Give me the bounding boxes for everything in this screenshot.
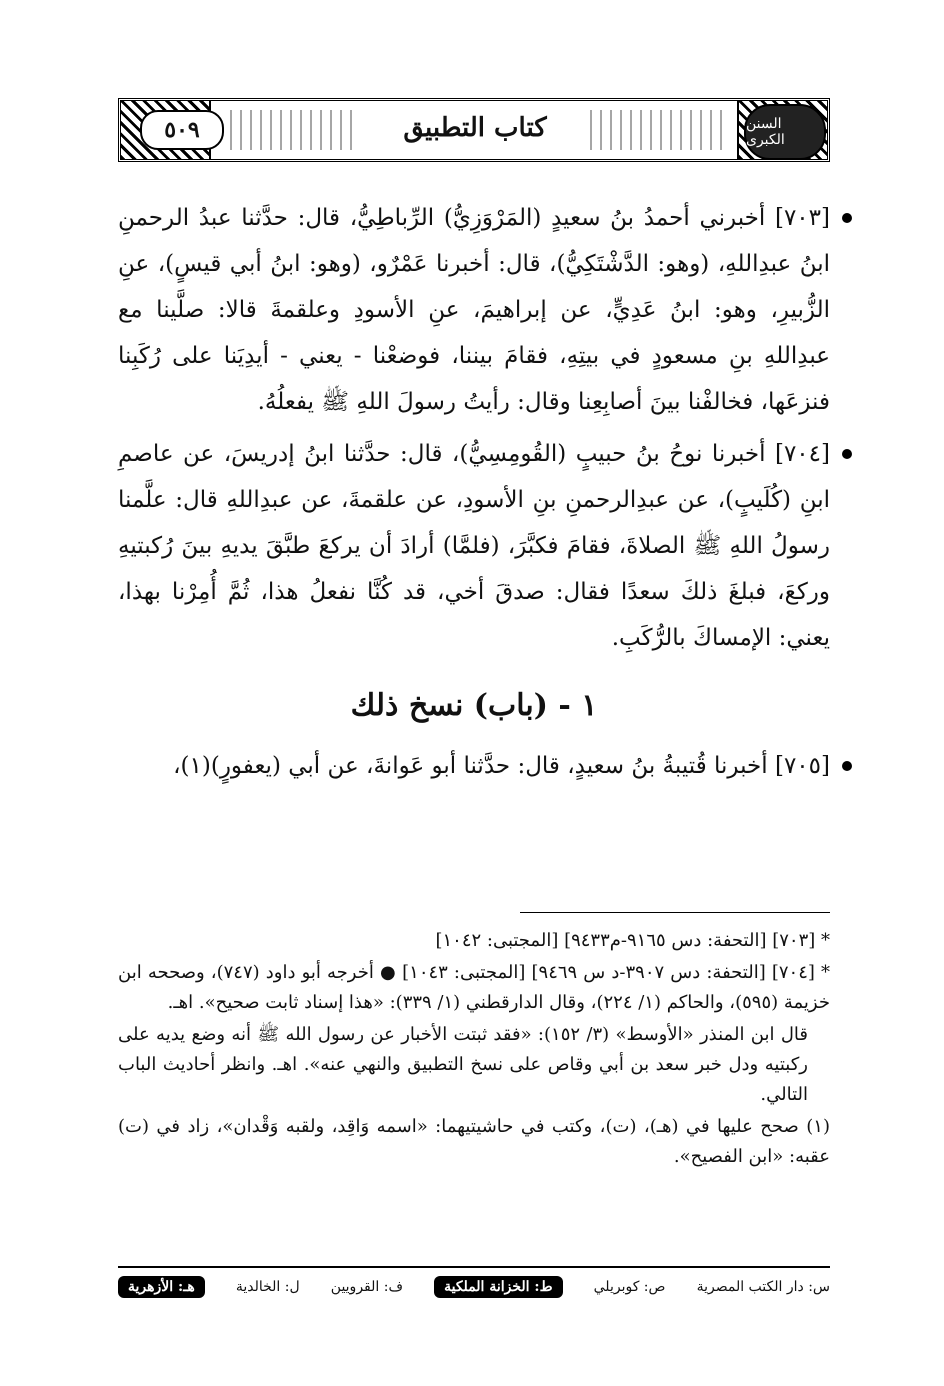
main-text <box>118 195 830 795</box>
hadith-text: [٧٠٣] أخبرني أحمدُ بنُ سعيدٍ (المَرْوَزِيُّ) الرِّباطِيُّ، قال: حدَّثنا عبدُ الرحمنِ ابنُ عبدِاللهِ، (وهو: الدَّشْتَكِيُّ)، قال: أخبرنا عَمْرٌو، (وهو: ابنُ أبي قيسٍ)، عنِ الزُّبيرِ، وهو: ابنُ عَدِيٍّ، عن إبراهيمَ، عنِ الأسودِ وعلقمةَ قالا: صلَّينا مع عبدِاللهِ بنِ مسعودٍ في بيتِهِ، فقامَ بيننا، فوضعْنا - يعني - أيدِيَنا على رُكَبِنا فنزعَها، فخالفْنا بينَ أصابِعِنا وقال: رأيتُ رسولَ اللهِ ﷺ يفعلُهُ. <box>118 205 830 415</box>
hadith-text: [٧٠٤] أخبرنا نوحُ بنُ حبيبٍ (القُومِسِيُّ)، قال: حدَّثنا ابنُ إدريسَ، عن عاصمِ ابنِ (كُلَيبٍ)، عن عبدِالرحمنِ بنِ الأسودِ، عن علقمةَ، عن عبدِاللهِ قال: علَّمنا رسولُ اللهِ ﷺ الصلاةَ، فقامَ فكبَّرَ، (فلمَّا) أرادَ أن يركعَ طبَّقَ يديهِ بينَ رُكبتيهِ وركعَ، فبلغَ ذلكَ سعدًا فقال: صدقَ أخي، قد كُنَّا نفعلُ هذا، ثُمَّ أُمِرْنا بهذا، يعني: الإمساكَ بالرُّكَبِ. <box>118 441 830 651</box>
hadith-705 <box>118 743 830 789</box>
hadith-text: [٧٠٥] أخبرنا قُتيبةُ بنُ سعيدٍ، قال: حدَّثنا أبو عَوانةَ، عن أبي (يعفورٍ)(١)، <box>173 753 830 779</box>
footnote-ibn-mundhir: قال ابن المنذر «الأوسط» (٣/ ١٥٢): «فقد ثبتت الأخبار عن رسول الله ﷺ أنه وضع يديه على ركبتيه ودل خبر سعد بن أبي وقاص على نسخ التطبيق والنهي عنه». اهـ. وانظر أحاديث الباب التالي. <box>118 1024 809 1105</box>
publisher-logo: السنن الكبرى <box>744 104 826 160</box>
footnote-704: * [٧٠٤] [التحفة: دس ٣٩٠٧-د س ٩٤٦٩] [المجتبى: ١٠٤٣] ● أخرجه أبو داود (٧٤٧)، وصححه ابن خزيمة (٥٩٥)، والحاكم (١/ ٢٢٤)، وقال الدارقطني (١/ ٣٣٩): «هذا إسناد ثابت صحيح». اهـ. <box>118 962 830 1013</box>
bullet-icon <box>842 761 852 771</box>
page-number: ٥٠٩ <box>140 110 224 150</box>
bullet-icon <box>842 213 852 223</box>
footnote-divider <box>520 912 830 913</box>
hadith-704 <box>118 431 830 661</box>
legend-s: س: دار الكتب المصرية <box>696 1279 830 1295</box>
footnotes <box>118 926 830 1174</box>
legend-ha: هـ: الأزهرية <box>118 1276 205 1298</box>
chapter-heading: ١ - (باب) نسخ ذلك <box>350 688 598 723</box>
hadith-703 <box>118 195 830 425</box>
legend-divider <box>118 1266 830 1268</box>
legend-sad: ص: كوبريلي <box>593 1279 666 1295</box>
footnote-703: * [٧٠٣] [التحفة: دس ٩١٦٥-م٩٤٣٣] [المجتبى: ١٠٤٢] <box>435 930 830 951</box>
manuscript-legend <box>118 1270 830 1304</box>
legend-ta: ط: الخزانة الملكية <box>434 1276 562 1298</box>
footnote-1: (١) صحح عليها في (هـ)، (ت)، وكتب في حاشيتيهما: «اسمه وَاقِد، ولقبه وَقْدان»، زاد في (ت) عقبه: «ابن الفصيح». <box>118 1116 830 1167</box>
bullet-icon <box>842 449 852 459</box>
book-title: كتاب التطبيق <box>360 104 590 152</box>
legend-lam: ل: الخالدية <box>235 1279 300 1295</box>
legend-fa: ف: القرويين <box>330 1279 403 1295</box>
